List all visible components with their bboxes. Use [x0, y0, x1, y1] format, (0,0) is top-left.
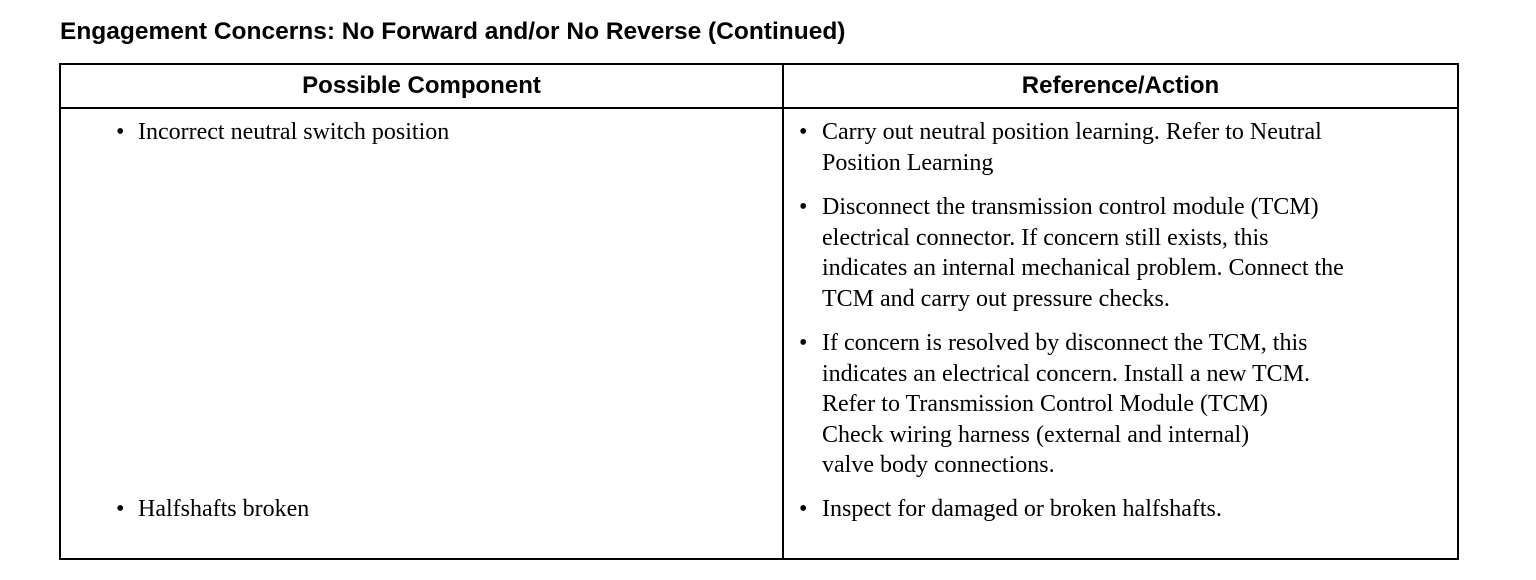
action-line: indicates an internal mechanical problem. Connect the [822, 255, 1344, 281]
column-divider [782, 65, 784, 558]
page-title: Engagement Concerns: No Forward and/or No Reverse (Continued) [60, 18, 846, 45]
action-line: indicates an electrical concern. Install a new TCM. [822, 360, 1311, 387]
diagnostic-table [59, 63, 1459, 560]
action-line: Inspect for damaged or broken halfshafts. [822, 496, 1222, 522]
component-text: Halfshafts broken [138, 496, 310, 522]
action-line: valve body connections. [822, 452, 1055, 478]
bullet: • [799, 194, 808, 220]
action-line: electrical connector. If concern still exists, this [822, 224, 1269, 251]
action-line: Position Learning [822, 149, 994, 176]
bullet: • [799, 330, 808, 356]
component-text: Incorrect neutral switch position [138, 119, 450, 145]
bullet: • [116, 119, 125, 145]
bullet: • [799, 496, 808, 522]
action-text [822, 328, 1310, 481]
action-text [822, 192, 1344, 314]
header-possible-component: Possible Component [302, 72, 541, 99]
action-line: Disconnect the transmission control module (TCM) [822, 194, 1319, 220]
action-line: If concern is resolved by disconnect the TCM, this [822, 330, 1308, 356]
header-divider [61, 107, 1457, 109]
bullet: • [116, 496, 125, 522]
action-text [822, 494, 1222, 525]
action-line: Refer to Transmission Control Module (TCM) [822, 391, 1269, 417]
action-text [822, 117, 1322, 178]
header-reference-action: Reference/Action [1021, 72, 1220, 99]
action-line: Carry out neutral position learning. Refer to Neutral [822, 119, 1322, 145]
bullet: • [799, 119, 808, 145]
action-line: TCM and carry out pressure checks. [822, 285, 1170, 312]
action-line: Check wiring harness (external and internal) [822, 421, 1250, 448]
